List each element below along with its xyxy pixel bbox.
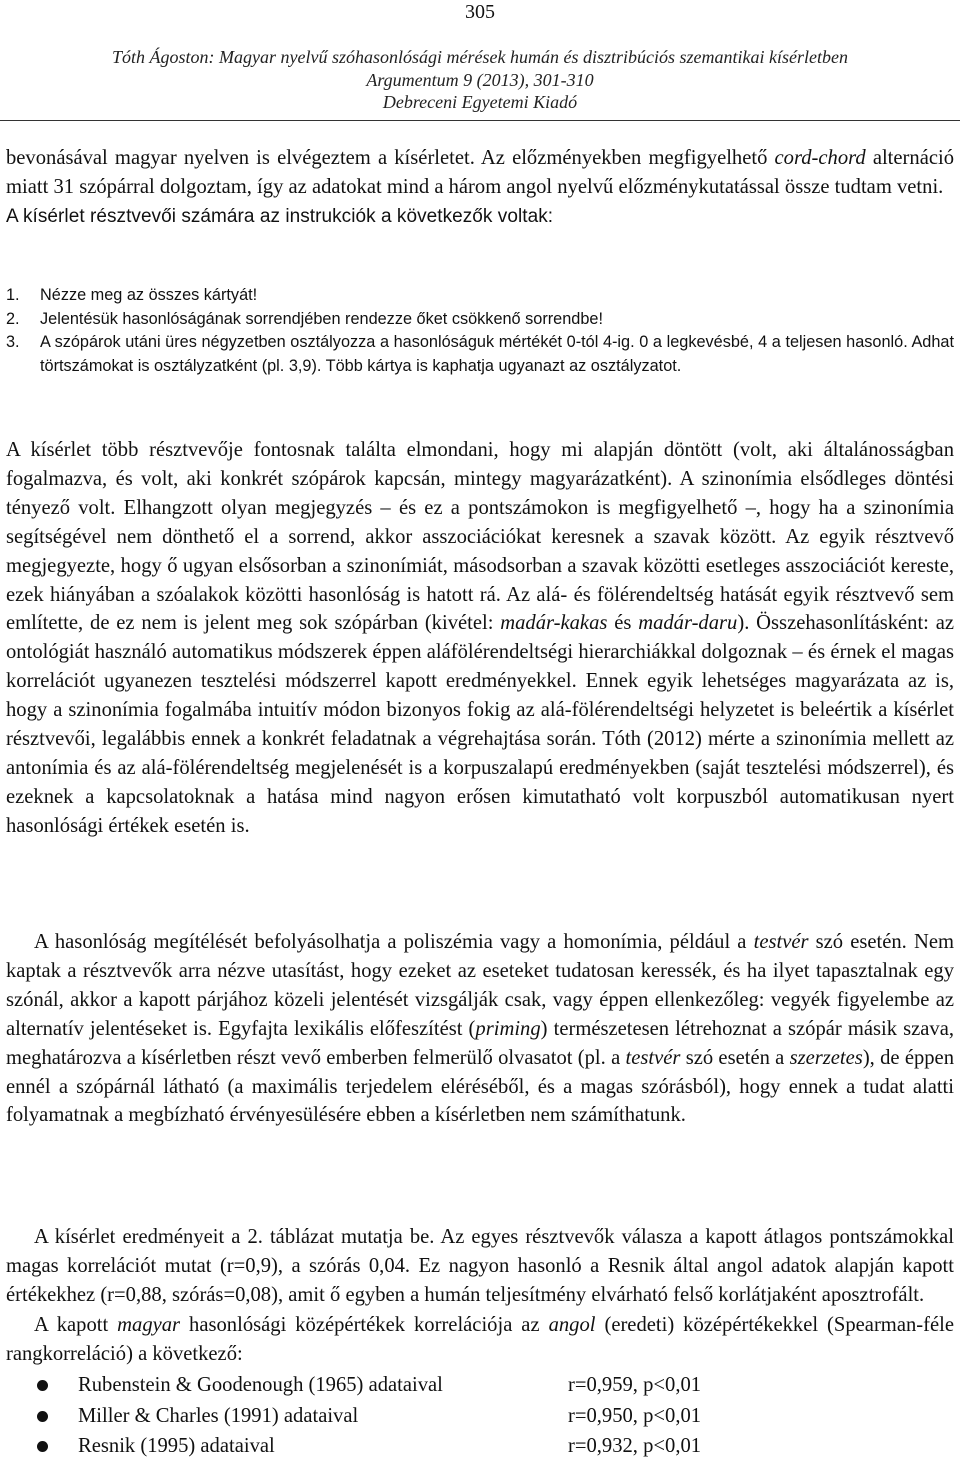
correlation-value: r=0,959, p<0,01	[568, 1374, 702, 1396]
correlation-intro-text: A kapott	[34, 1314, 118, 1336]
correlation-item	[0, 1431, 960, 1462]
polysemy-paragraph	[6, 928, 954, 1130]
discussion-block	[6, 436, 954, 841]
language-term: angol	[548, 1314, 596, 1336]
correlation-list	[0, 1370, 960, 1462]
instruction-item	[6, 308, 954, 332]
instruction-number: 1.	[6, 286, 20, 304]
intro-text-end: alternáció miatt 31 szópárral dolgoztam, így az adatokat mind a három angol nyelvű előzménykutatással össze tudtam vetni.	[6, 147, 955, 198]
correlation-intro-paragraph	[6, 1311, 954, 1369]
instruction-number: 2.	[6, 309, 20, 328]
polysemy-text: szó esetén a	[680, 1046, 790, 1069]
bullet-icon	[37, 1380, 48, 1391]
instructions-lead: A kísérlet résztvevői számára az instrukciók a következők voltak:	[6, 205, 554, 227]
header-journal: Argumentum 9 (2013), 301-310	[366, 69, 594, 90]
polysemy-block	[6, 928, 954, 1130]
instruction-text: Nézze meg az összes kártyát!	[40, 286, 258, 304]
example-term: madár-kakas	[500, 612, 608, 635]
correlation-source: Miller & Charles (1991) adataival	[78, 1404, 359, 1427]
polysemy-text-end: ), de éppen ennél a szópárnál látható (a maximális terjedelem eléréséből, és a magas szórásból), hogy ennek a tudat alatti folyamatnak a megbízható érvényesülésére ebben a kísérletben nem számíthatunk.	[6, 1046, 954, 1127]
example-term: testvér	[625, 1046, 681, 1069]
discussion-conjunction: és	[607, 612, 639, 635]
correlation-item	[0, 1370, 960, 1401]
intro-text: bevonásával magyar nyelven is elvégeztem a kísérletet. Az előzményekben megfigyelhető	[6, 147, 775, 169]
correlation-intro-block	[6, 1311, 954, 1369]
example-term: madár-daru	[638, 612, 738, 635]
language-term: magyar	[117, 1314, 181, 1336]
intro-term: cord-chord	[774, 147, 866, 169]
polysemy-text: A hasonlóság megítélését befolyásolhatja a poliszémia vagy a homonímia, például a	[34, 931, 754, 953]
instruction-item	[6, 284, 954, 308]
intro-block	[6, 144, 954, 231]
discussion-text: A kísérlet több résztvevője fontosnak találta elmondani, hogy mi alapján döntött (volt, aki általánosságban fogalmazva, és volt, aki konkrét szópárok kapcsán, mintegy magyarázatként). A szinonímia elsődleges döntési tényező volt. Elhangzott olyan megjegyzés – és ez a pontszámokon is megfigyelhető –, hogy ha a szinonímia segítségével nem dönthető el a sorrend, akkor asszociációkat keresnek a szavak között. Az egyik résztvevő megjegyezte, hogy ő ugyan elsősorban a szinonímiát, másodsorban a szavak közötti esetleges asszociációt kereste, ezek hiányában a szóalakok közötti hasonlóság is hatott rá. Az alá- és fölérendeltség hatását egyik résztvevő sem említette, de ez nem is jelent meg sok szópárban (kivétel:	[6, 439, 954, 635]
bullet-icon	[37, 1411, 48, 1422]
correlation-item	[0, 1401, 960, 1432]
example-term: priming	[475, 1017, 541, 1040]
example-term: szerzetes	[789, 1046, 863, 1069]
correlation-source: Resnik (1995) adataival	[78, 1435, 275, 1458]
correlation-value: r=0,932, p<0,01	[568, 1435, 702, 1458]
instruction-item	[6, 331, 954, 378]
correlation-source: Rubenstein & Goodenough (1965) adataival	[78, 1374, 443, 1396]
discussion-text-end: ). Összehasonlításként: az ontológiát használó automatikus módszerek éppen aláfölérendeltségi hierarchiákkal dolgoznak – és érnek el magas korrelációt ugyanezen tesztelési módszerrel kapott eredményekkel. Ennek egyik lehetséges magyarázata az is, hogy a szinonímia fogalmába intuitív módon bizonyos fokig az alá-fölérendeltségi helyzetet is beleértik a kísérlet résztvevői, legalábbis ennek a konkrét feladatnak a végrehajtása során. Tóth (2012) mérte a szinonímia mellett az antonímia és az alá-fölérendeltség megjelenését is a korpuszalapú eredményekben (saját tesztelési módszerrel), és ezeknek a kapcsolatoknak a hatása mind nagyon erősen kimutatható volt korpuszból automatikusan nyert hasonlósági értékek esetén is.	[6, 612, 955, 837]
header-article-title: Tóth Ágoston: Magyar nyelvű szóhasonlósági mérések humán és disztribúciós szemantikai kísérletben	[112, 47, 848, 67]
polysemy-text: szó esetén. Nem kaptak a résztvevők arra nézve utasítást, hogy ezeket az eseteket tudatosan keressék, és ha ilyet tapasztalnak egy szónál, akkor a kapott párjához közeli jelentését vizsgálják csak, vagy éppen ellenkezőleg: vegyék figyelembe az alternatív jelentéseket is. Egyfajta lexikális előfeszítést (	[6, 931, 954, 1040]
bullet-icon	[37, 1441, 48, 1452]
correlation-intro-text: hasonlósági középértékek korrelációja az	[180, 1314, 549, 1336]
example-term: testvér	[753, 931, 809, 953]
instruction-text: A szópárok utáni üres négyzetben osztályozza a hasonlóságuk mértékét 0-tól 4-ig. 0 a legkevésbé, 4 a teljesen hasonló. Adhat törtszámokat is osztályzatként (pl. 3,9). Több kártya is kaphatja ugyanazt az osztályzatot.	[40, 333, 954, 375]
header-publisher: Debreceni Egyetemi Kiadó	[382, 92, 578, 112]
running-header	[0, 46, 960, 114]
instruction-text: Jelentésük hasonlóságának sorrendjében rendezze őket csökkenő sorrendbe!	[40, 309, 603, 328]
correlation-intro-text-end: (eredeti) középértékekkel (Spearman-féle rangkorreláció) a következő:	[6, 1314, 954, 1365]
results-paragraph: A kísérlet eredményeit a 2. táblázat mutatja be. Az egyes résztvevők válasza a kapott átlagos pontszámokkal magas korrelációt mutat (r=0,9), a szórás 0,04. Ez nagyon hasonló a Resnik által angol adatok alapján kapott értékekhez (r=0,88, szórás=0,08), amit ő egyben a humán teljesítmény elvárható felső korlátjaként aposztrofált.	[6, 1226, 954, 1306]
results-block	[6, 1223, 954, 1310]
discussion-paragraph	[6, 436, 954, 841]
polysemy-text: ) természetesen létrehoznat a szópár másik szava, meghatározva a kísérletben részt vevő emberben felmerülő olvasatot (pl. a	[6, 1017, 954, 1069]
header-rule	[0, 120, 960, 121]
page-number: 305	[465, 1, 495, 23]
intro-paragraph	[6, 144, 954, 202]
correlation-value: r=0,950, p<0,01	[568, 1404, 702, 1427]
instruction-number: 3.	[6, 333, 20, 351]
instruction-list	[6, 284, 954, 378]
